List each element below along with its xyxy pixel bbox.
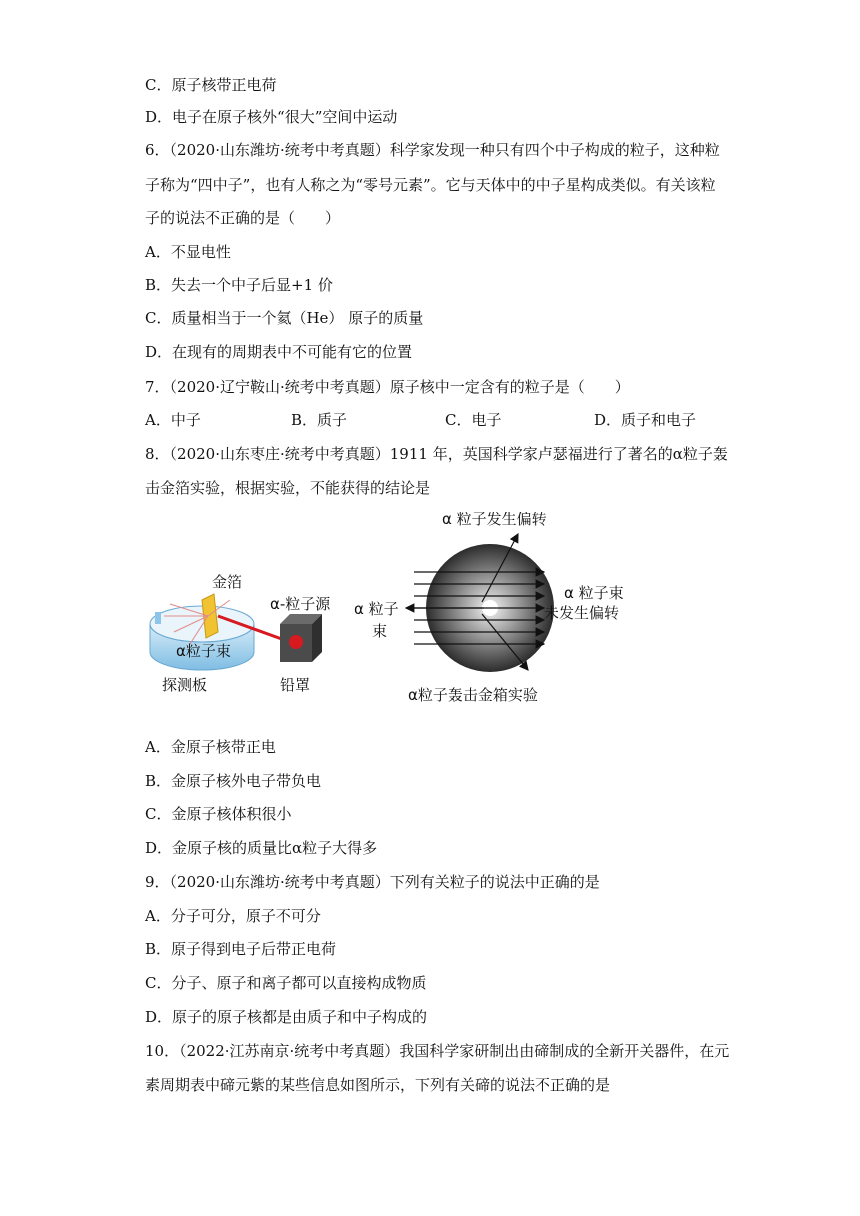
q8-option-b: B．金原子核外电子带负电 [145,772,322,790]
q9-option-b: B．原子得到电子后带正电荷 [145,940,337,958]
label-beam-right: α 粒子束 [564,584,624,602]
q9-stem: 9．（2020·山东潍坊·统考中考真题）下列有关粒子的说法中正确的是 [145,873,600,891]
q6-stem-line1: 6．（2020·山东潍坊·统考中考真题）科学家发现一种只有四个中子构成的粒子，这种粒 [145,141,720,159]
q9-option-a: A．分子可分，原子不可分 [145,907,321,925]
q6-option-a: A．不显电性 [145,243,231,261]
label-detector: 探测板 [162,676,208,694]
q7-option-c: C．电子 [445,411,502,429]
q8-option-c: C．金原子核体积很小 [145,805,292,823]
q10-stem-line2: 素周期表中碲元紫的某些信息如图所示，下列有关碲的说法不正确的是 [145,1076,611,1094]
q6-option-c: C．质量相当于一个氦（He） 原子的质量 [145,309,424,327]
lead-box [280,614,322,662]
q9-option-c: C．分子、原子和离子都可以直接构成物质 [145,974,427,992]
q6-stem-line3: 子的说法不正确的是（ ） [145,209,341,227]
q6-option-d: D．在现有的周期表中不可能有它的位置 [145,343,413,361]
label-deflect: α 粒子发生偏转 [442,512,547,528]
rutherford-experiment-figure [140,512,640,712]
q6-option-b: B．失去一个中子后显+1 价 [145,276,333,294]
q10-stem-line1: 10．（2022·江苏南京·统考中考真题）我国科学家研制出由碲制成的全新开关器件，在元 [145,1042,730,1060]
label-beam-left: α粒子束 [176,642,231,660]
q7-option-d: D．质子和电子 [594,411,697,429]
label-lead: 铅罩 [280,676,311,694]
q8-stem-line2: 击金箔实验，根据实验，不能获得的结论是 [145,479,431,497]
label-source: α-粒子源 [270,595,331,613]
label-foil: 金箔 [212,573,243,591]
q8-option-a: A．金原子核带正电 [145,738,276,756]
q8-option-d: D．金原子核的质量比α粒子大得多 [145,839,378,857]
label-beam-in-2: 束 [372,622,388,640]
q9-option-d: D．原子的原子核都是由质子和中子构成的 [145,1008,428,1026]
q6-stem-line2: 子称为“四中子”，也有人称之为“零号元素”。它与天体中的中子星构成类似。有关该粒 [145,176,716,194]
q8-stem-line1: 8．（2020·山东枣庄·统考中考真题）1911 年，英国科学家卢瑟福进行了著名的α粒子轰 [145,445,728,463]
q5-option-d: D．电子在原子核外“很大”空间中运动 [145,108,398,126]
q7-option-a: A．中子 [145,411,201,429]
label-beam-in-1: α 粒子 [354,600,399,618]
q7-stem: 7．（2020·辽宁鞍山·统考中考真题）原子核中一定含有的粒子是（ ） [145,378,630,396]
q7-option-b: B．质子 [291,411,348,429]
q5-option-c: C．原子核带正电荷 [145,76,277,94]
label-no-deflect: 未发生偏转 [544,604,620,622]
figure-caption: α粒子轰击金箱实验 [408,686,538,704]
